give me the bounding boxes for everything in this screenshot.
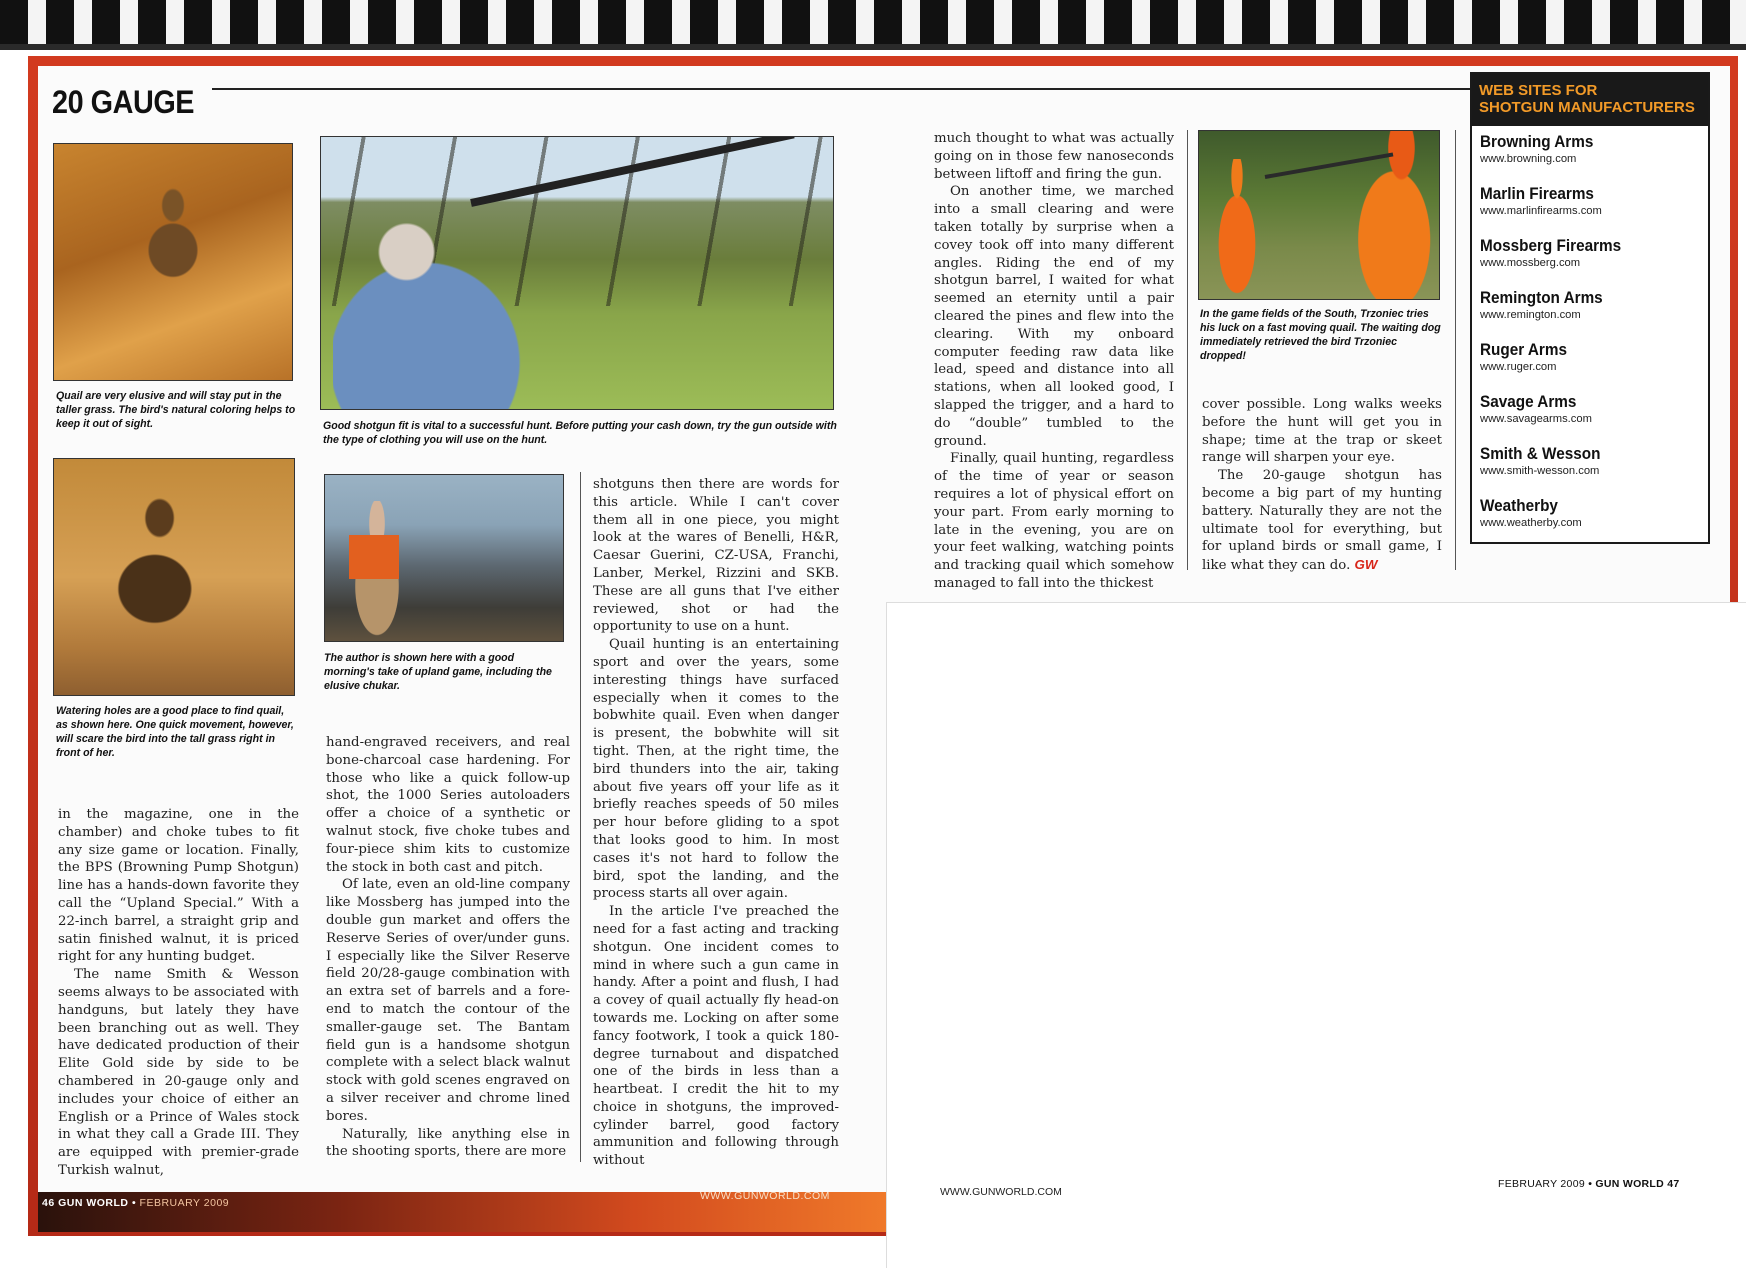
manufacturer-name: Marlin Firearms <box>1480 184 1594 203</box>
manufacturer-name: Browning Arms <box>1480 132 1594 151</box>
manufacturer-url: www.mossberg.com <box>1480 257 1581 269</box>
paragraph: Of late, even an old-line company like Mossberg has jumped into the double gun market and offers the Reserve Series of over/under guns. I especially like the Silver Reserve field 20/28-gauge combination with an extra set of barrels and a fore-end to match the contour of the smaller-gauge set. The Bantam field gun is a handsome shotgun complete with a select black walnut stock with gold scenes engraved on a silver receiver and chrome lined bores. <box>326 877 570 1124</box>
paragraph-text: The 20-gauge shotgun has become a big part of my hunting battery. Naturally they are not the ultimate tool for everything, but for upland birds or small game, I like what they can do. <box>1202 468 1442 574</box>
page-number: 47 <box>1667 1178 1680 1190</box>
magazine-name: GUN WORLD <box>1595 1178 1665 1190</box>
body-column-5 <box>1202 396 1442 575</box>
body-column-1 <box>58 806 299 1180</box>
list-item <box>1480 444 1637 496</box>
manufacturer-url: www.marlinfirearms.com <box>1480 205 1602 217</box>
list-item <box>1480 132 1637 184</box>
manufacturer-name: Smith & Wesson <box>1480 444 1601 463</box>
paragraph: shotguns then there are words for this article. While I can't cover them all in one piece, you might look at the wares of Benelli, H&R, Caesar Guerini, CZ-USA, Franchi, Lanber, Merkel, Rizzini and SKB. These are all guns that I've either reviewed, shot or had the opportunity to use on a hunt. <box>593 477 839 635</box>
paragraph: much thought to what was actually going on in those few nanoseconds between liftoff and firing the gun. <box>934 131 1174 182</box>
quail-watering-hole-photo <box>53 458 295 696</box>
list-item <box>1480 236 1637 288</box>
paragraph <box>1202 467 1442 575</box>
manufacturer-list <box>1480 132 1637 548</box>
caption-quail-grass: Quail are very elusive and will stay put in the taller grass. The bird's natural coloring helps to keep it out of sight. <box>56 390 296 430</box>
blank-page-area <box>886 602 1746 1268</box>
list-item <box>1480 392 1637 444</box>
manufacturer-url: www.smith-wesson.com <box>1480 465 1600 477</box>
sidebar-heading-line2: SHOTGUN MANUFACTURERS <box>1479 99 1695 116</box>
issue-date: FEBRUARY 2009 <box>139 1197 230 1209</box>
body-column-4 <box>934 130 1174 593</box>
column-divider <box>1455 130 1456 570</box>
manufacturer-name: Remington Arms <box>1480 288 1603 307</box>
list-item <box>1480 340 1637 392</box>
title-rule <box>212 88 1470 90</box>
body-column-2 <box>326 734 570 1161</box>
manufacturer-url: www.remington.com <box>1480 309 1581 321</box>
page-number: 46 <box>42 1197 55 1209</box>
right-page-footer: FEBRUARY 2009 • GUN WORLD 47 <box>1498 1178 1680 1190</box>
left-footer-url: WWW.GUNWORLD.COM <box>700 1190 830 1202</box>
caption-game-fields: In the game fields of the South, Trzoniec tries his luck on a fast moving quail. The waiting dog immediately retrieved the bird Trzoniec dropped! <box>1200 308 1441 362</box>
left-page-footer: 46 GUN WORLD • FEBRUARY 2009 <box>42 1197 230 1209</box>
section-title: 20 GAUGE <box>52 84 195 120</box>
quail-in-grass-photo <box>53 143 293 381</box>
paragraph: On another time, we marched into a small clearing and were taken totally by surprise when a covey took off into many different angles. Riding the end of my shotgun barrel, I waited for what seemed an eternity until a pair cleared the pines and flew into the clearing. With my onboard computer feeding raw data like lead, speed and distance into all stations, when all looked good, I slapped the trigger, and a hard to do “double” tumbled to the ground. <box>934 184 1174 449</box>
manufacturer-name: Weatherby <box>1480 496 1558 515</box>
caption-shotgun-fit: Good shotgun fit is vital to a successful hunt. Before putting your cash down, try the gun outside with the type of clothing you will use on the hunt. <box>323 420 837 446</box>
list-item <box>1480 496 1637 548</box>
list-item <box>1480 184 1637 236</box>
manufacturer-name: Savage Arms <box>1480 392 1577 411</box>
column-divider <box>1187 130 1188 570</box>
manufacturer-url: www.savagearms.com <box>1480 413 1592 425</box>
end-mark-logo: GW <box>1354 557 1378 573</box>
magazine-name: GUN WORLD <box>58 1197 129 1209</box>
sidebar-heading <box>1472 74 1708 126</box>
manufacturer-url: www.ruger.com <box>1480 361 1557 373</box>
paragraph: The name Smith & Wesson seems always to be associated with handguns, but lately they have been branching out as well. They have dedicated production of their Elite Gold side by side to be chambered in 20-gauge only and includes your choice of either an English or a Prince of Wales stock in what they call a Grade III. They are equipped with premier-grade Turkish walnut, <box>58 967 299 1178</box>
body-column-3 <box>593 476 839 1170</box>
paragraph: Naturally, like anything else in the shooting sports, there are more <box>326 1126 570 1160</box>
list-item <box>1480 288 1637 340</box>
manufacturer-url: www.weatherby.com <box>1480 517 1582 529</box>
right-footer-url: WWW.GUNWORLD.COM <box>940 1186 1062 1198</box>
paragraph: In the article I've preached the need for a fast acting and tracking shotgun. One incident comes to mind in where such a gun came in handy. After a point and flush, I had a covey of quail actually fly head-on towards me. Locking on after some fancy footwork, I took a quick 180-degree turnabout and dispatched one of the birds in less than a heartbeat. I credit the hit to my choice in shotguns, the improved-cylinder barrel, good factory ammunition and following through without <box>593 904 839 1169</box>
column-divider <box>580 472 581 1162</box>
spiral-binding <box>0 0 1746 50</box>
paragraph: Finally, quail hunting, regardless of the time of year or season requires a lot of physical effort on your part. From early morning to late in the evening, you are on your feet walking, watching points and tracking quail which somehow managed to fall into the thickest <box>934 451 1174 591</box>
paragraph: cover possible. Long walks weeks before the hunt will get you in shape; time at the trap or skeet range will sharpen your eye. <box>1202 397 1442 466</box>
hunter-aiming-photo <box>320 136 834 410</box>
hunters-in-field-photo <box>1198 130 1440 300</box>
caption-author: The author is shown here with a good morning's take of upland game, including the elusive chukar. <box>324 652 552 692</box>
author-with-game-photo <box>324 474 564 642</box>
paragraph: hand-engraved receivers, and real bone-charcoal case hardening. For those who like a quick follow-up shot, the 1000 Series autoloaders offer a choice of a synthetic or walnut stock, five choke tubes and four-piece shim kits to customize the stock in both cast and pitch. <box>326 735 570 875</box>
caption-watering-holes: Watering holes are a good place to find quail, as shown here. One quick movement, however, will scare the bird into the tall grass right in front of her. <box>56 705 294 759</box>
manufacturer-name: Ruger Arms <box>1480 340 1568 359</box>
paragraph: Quail hunting is an entertaining sport and over the years, some interesting things have surfaced especially when it comes to the bobwhite quail. Even when danger is present, the bobwhite will sit tight. Then, at the right time, the bird thunders into the air, taking about five years off your life as it briefly reaches speeds of 50 miles per hour before gliding to a spot that looks good to him. In most cases it's not hard to follow the bird, spot the landing, and the process starts all over again. <box>593 637 839 902</box>
manufacturer-websites-sidebar <box>1470 72 1710 544</box>
issue-date: FEBRUARY 2009 <box>1498 1178 1585 1190</box>
paragraph: in the magazine, one in the chamber) and choke tubes to fit any size game or location. Finally, the BPS (Browning Pump Shotgun) line has a hands-down favorite they call the “Upland Special.” With a 22-inch barrel, a straight grip and satin finished walnut, it is priced right for any hunting budget. <box>58 807 299 965</box>
manufacturer-name: Mossberg Firearms <box>1480 236 1622 255</box>
manufacturer-url: www.browning.com <box>1480 153 1577 165</box>
sidebar-heading-line1: WEB SITES FOR <box>1479 82 1598 99</box>
